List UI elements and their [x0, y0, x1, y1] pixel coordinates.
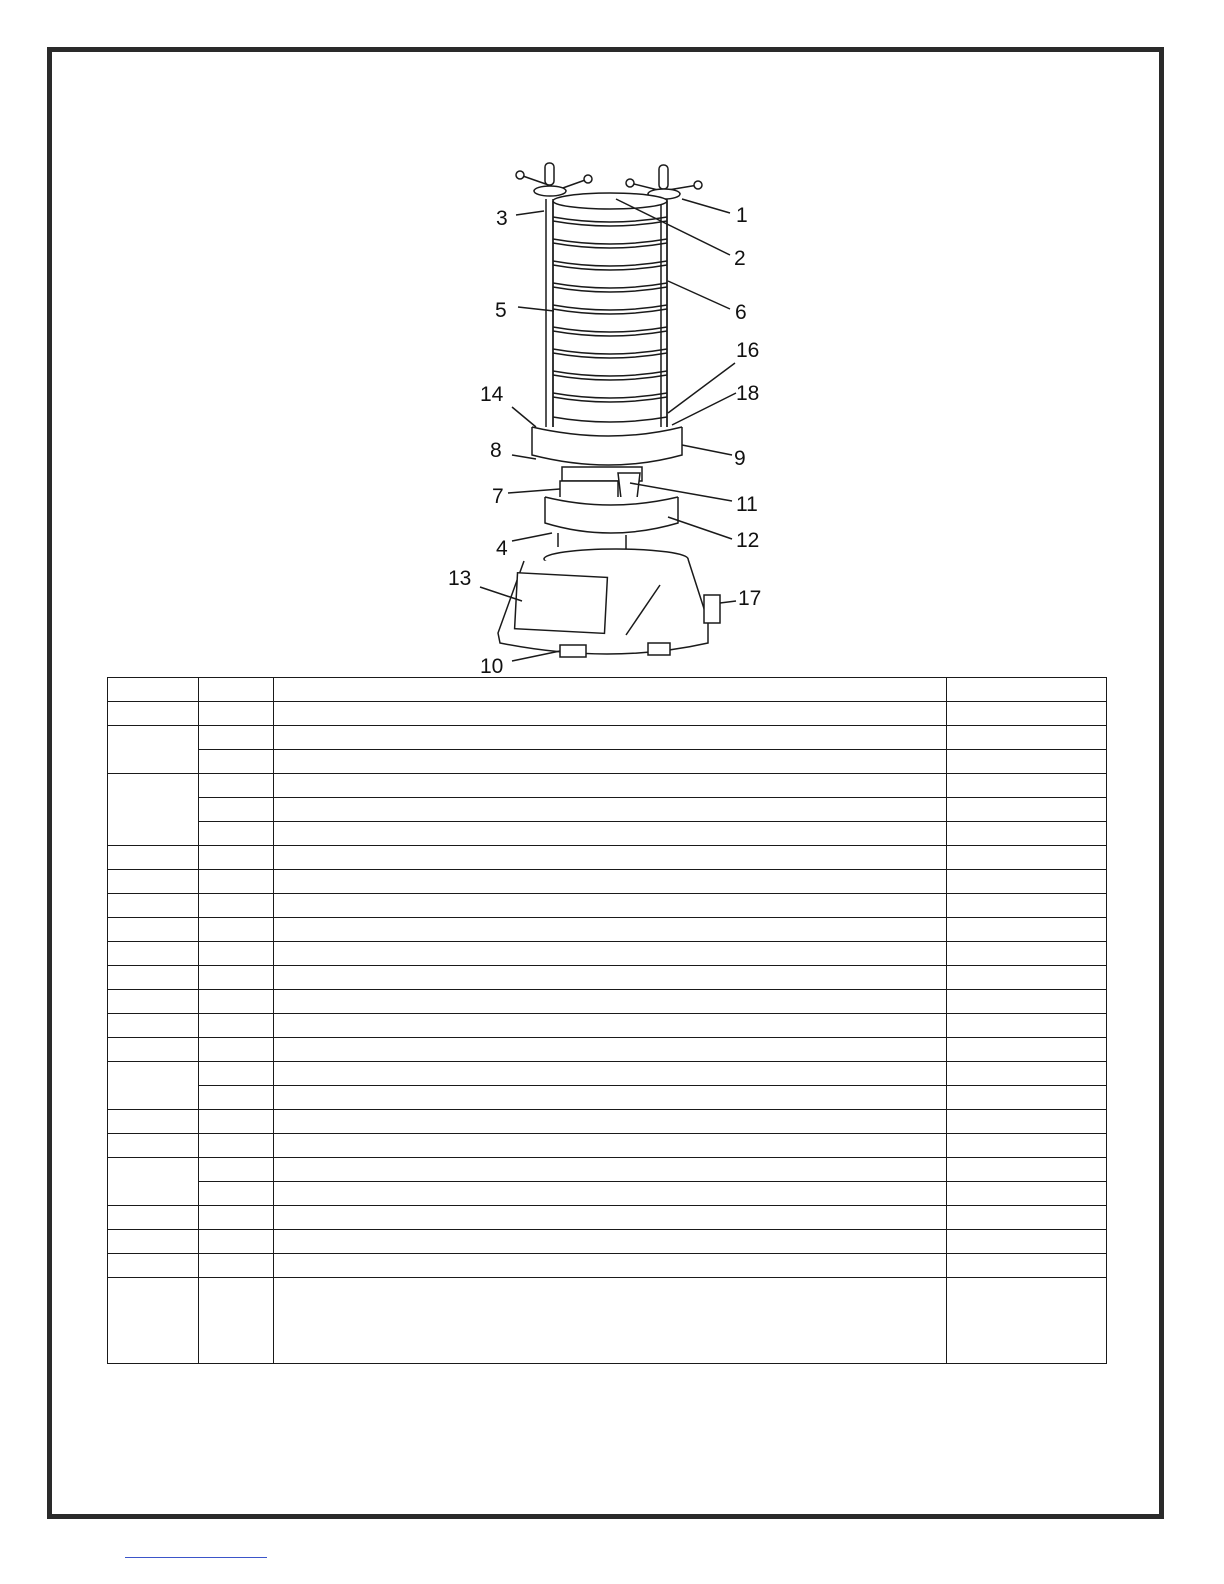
table-cell [274, 1278, 947, 1364]
table-cell [947, 918, 1107, 942]
table-cell [108, 1254, 199, 1278]
table-cell [274, 822, 947, 846]
table-row [108, 1014, 1107, 1038]
callout-10: 10 [480, 655, 504, 678]
table-cell [108, 1014, 199, 1038]
table-cell [199, 1230, 274, 1254]
callout-3: 3 [496, 207, 508, 230]
shaker-illustration [440, 155, 800, 680]
table-cell [947, 1182, 1107, 1206]
table-cell [947, 822, 1107, 846]
table-cell [274, 942, 947, 966]
table-cell [947, 726, 1107, 750]
table-row [108, 798, 1107, 822]
table-cell [947, 870, 1107, 894]
table-cell [274, 774, 947, 798]
table-cell [199, 1038, 274, 1062]
callout-9: 9 [734, 447, 746, 470]
table-cell [947, 750, 1107, 774]
table-cell [274, 750, 947, 774]
table-cell [947, 798, 1107, 822]
table-cell [947, 1110, 1107, 1134]
table-cell [199, 918, 274, 942]
table-cell [199, 1182, 274, 1206]
table-cell [108, 1062, 199, 1110]
table-cell [108, 1038, 199, 1062]
table-cell [108, 942, 199, 966]
table-cell [274, 1230, 947, 1254]
table-cell [199, 870, 274, 894]
table-cell [199, 798, 274, 822]
table-cell [199, 1086, 274, 1110]
table-cell [199, 1158, 274, 1182]
table-cell [199, 966, 274, 990]
callout-13: 13 [448, 567, 472, 590]
table-cell [199, 822, 274, 846]
table-cell [947, 942, 1107, 966]
callout-7: 7 [492, 485, 504, 508]
table-row [108, 846, 1107, 870]
table-row [108, 1278, 1107, 1364]
table-cell [947, 894, 1107, 918]
table-cell [274, 1182, 947, 1206]
table-cell [199, 894, 274, 918]
table-cell [199, 774, 274, 798]
callout-1: 1 [736, 204, 748, 227]
callout-11: 11 [736, 493, 758, 516]
table-row [108, 1134, 1107, 1158]
table-cell [947, 1230, 1107, 1254]
table-cell [274, 1110, 947, 1134]
table-row [108, 1062, 1107, 1086]
table-row [108, 942, 1107, 966]
table-row [108, 822, 1107, 846]
table-cell [274, 1062, 947, 1086]
table-cell [274, 966, 947, 990]
table-cell [108, 966, 199, 990]
table-cell [199, 1110, 274, 1134]
callout-4: 4 [496, 537, 508, 560]
table-cell [947, 990, 1107, 1014]
table-cell [274, 894, 947, 918]
table-cell [274, 1134, 947, 1158]
table-cell [108, 1230, 199, 1254]
table-cell [199, 1254, 274, 1278]
table-row [108, 990, 1107, 1014]
table-cell [274, 1014, 947, 1038]
table-cell [199, 1206, 274, 1230]
table-row [108, 870, 1107, 894]
table-cell [108, 846, 199, 870]
table-cell [108, 918, 199, 942]
table-cell [947, 1014, 1107, 1038]
table-cell [274, 678, 947, 702]
table-cell [947, 702, 1107, 726]
callout-6: 6 [735, 301, 747, 324]
table-cell [199, 726, 274, 750]
parts-list-table [107, 677, 1107, 1364]
table-cell [108, 894, 199, 918]
table-cell [108, 990, 199, 1014]
table-cell [947, 774, 1107, 798]
table-cell [199, 1014, 274, 1038]
table-cell [108, 702, 199, 726]
table-row [108, 1254, 1107, 1278]
table-row [108, 1110, 1107, 1134]
table-cell [199, 846, 274, 870]
table-cell [199, 1278, 274, 1364]
table-cell [108, 774, 199, 846]
callout-2: 2 [734, 247, 746, 270]
table-row [108, 1158, 1107, 1182]
table-cell [947, 1206, 1107, 1230]
table-row [108, 750, 1107, 774]
footer-link-underline[interactable] [125, 1557, 267, 1558]
table-cell [199, 1134, 274, 1158]
table-row [108, 1038, 1107, 1062]
table-cell [199, 678, 274, 702]
callout-18: 18 [736, 382, 760, 405]
table-cell [108, 678, 199, 702]
table-cell [108, 870, 199, 894]
table-cell [274, 702, 947, 726]
table-row [108, 774, 1107, 798]
table-cell [274, 1254, 947, 1278]
table-cell [947, 846, 1107, 870]
table-cell [108, 1110, 199, 1134]
table-row [108, 726, 1107, 750]
table-cell [947, 1038, 1107, 1062]
callout-5: 5 [495, 299, 507, 322]
table-cell [274, 1158, 947, 1182]
table-cell [947, 1278, 1107, 1364]
table-row [108, 678, 1107, 702]
table-row [108, 918, 1107, 942]
table-row [108, 1182, 1107, 1206]
callout-17: 17 [738, 587, 762, 610]
table-cell [947, 678, 1107, 702]
table-row [108, 1230, 1107, 1254]
sieve-shaker-exploded-diagram [440, 155, 800, 680]
table-cell [108, 726, 199, 774]
table-row [108, 1206, 1107, 1230]
table-cell [108, 1206, 199, 1230]
table-cell [199, 990, 274, 1014]
table-cell [108, 1134, 199, 1158]
table-cell [274, 918, 947, 942]
table-row [108, 1086, 1107, 1110]
table-cell [947, 1062, 1107, 1086]
table-cell [274, 990, 947, 1014]
table-cell [274, 846, 947, 870]
table-cell [947, 966, 1107, 990]
table-cell [108, 1158, 199, 1206]
table-cell [274, 870, 947, 894]
table-cell [947, 1086, 1107, 1110]
callout-8: 8 [490, 439, 502, 462]
table-cell [274, 726, 947, 750]
table-cell [199, 750, 274, 774]
table-cell [199, 1062, 274, 1086]
table-row [108, 894, 1107, 918]
table-cell [947, 1134, 1107, 1158]
table-cell [274, 1038, 947, 1062]
table-row [108, 966, 1107, 990]
table-cell [947, 1158, 1107, 1182]
callout-16: 16 [736, 339, 760, 362]
table-cell [274, 798, 947, 822]
table-cell [199, 942, 274, 966]
table-cell [108, 1278, 199, 1364]
callout-14: 14 [480, 383, 504, 406]
callout-12: 12 [736, 529, 760, 552]
table-cell [274, 1086, 947, 1110]
table-row [108, 702, 1107, 726]
table-cell [274, 1206, 947, 1230]
table-cell [947, 1254, 1107, 1278]
table-cell [199, 702, 274, 726]
